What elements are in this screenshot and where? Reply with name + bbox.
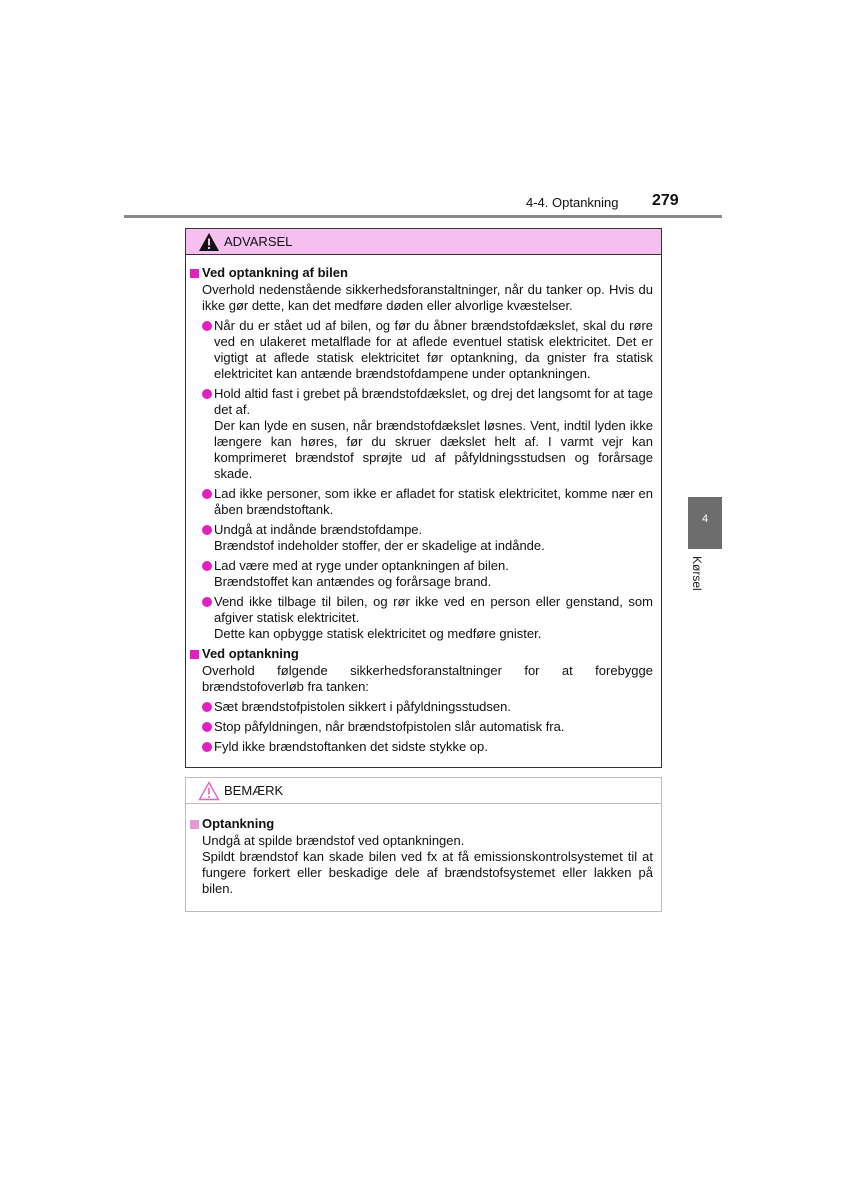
- list-item: [202, 699, 653, 715]
- bullet-text: Når du er stået ud af bilen, og før du åbner brændstofdækslet, skal du røre ved en ulakeret metalflade for at aflede eventuel statisk elektricitet. Det er vigtigt at aflede statisk elektricitet før optankning, da gnister fra statisk elektricitet kan antænde brændstofdampene under optankningen.: [214, 318, 653, 381]
- list-item: [202, 739, 653, 755]
- bullet-text: Fyld ikke brændstoftanken det sidste stykke op.: [214, 739, 488, 754]
- bullet-dot-icon: [202, 722, 212, 732]
- section-square-icon: [190, 269, 199, 278]
- notice-box-header: [186, 778, 661, 804]
- list-item: [202, 719, 653, 735]
- section-heading: Optankning: [190, 816, 653, 832]
- bullet-dot-icon: [202, 525, 212, 535]
- notice-box: [185, 777, 662, 912]
- list-item: [202, 318, 653, 382]
- bullet-note: Brændstof indeholder stoffer, der er skadelige at indånde.: [214, 538, 545, 553]
- bullet-note: Der kan lyde en susen, når brændstofdækslet løsnes. Vent, indtil lyden ikke længere kan høres, før du skruer dækslet helt af. I varmt vejr kan komprimeret brændstof sprøjte ud af påfyldningsstudsen og forårsage skade.: [214, 418, 653, 481]
- bullet-text: Lad være med at ryge under optankningen af bilen.: [214, 558, 509, 573]
- bullet-dot-icon: [202, 489, 212, 499]
- warning-box-header: [186, 229, 661, 255]
- chapter-number: 4: [701, 513, 709, 525]
- bullet-text: Undgå at indånde brændstofdampe.: [214, 522, 423, 537]
- bullet-text: Sæt brændstofpistolen sikkert i påfyldningsstudsen.: [214, 699, 511, 714]
- warning-box-body: [186, 255, 661, 755]
- bullet-dot-icon: [202, 742, 212, 752]
- list-item: [202, 558, 653, 590]
- section-square-icon: [190, 820, 199, 829]
- section-title: 4-4. Optankning: [526, 195, 619, 210]
- bullet-text: Stop påfyldningen, når brændstofpistolen slår automatisk fra.: [214, 719, 565, 734]
- bullet-dot-icon: [202, 702, 212, 712]
- notice-text: Spildt brændstof kan skade bilen ved fx at få emissionskontrolsystemet til at fungere forkert eller beskadige dele af brændstofsystemet eller lakken på bilen.: [202, 849, 653, 896]
- notice-box-body: [186, 804, 661, 897]
- bullet-dot-icon: [202, 389, 212, 399]
- section-heading: Ved optankning af bilen: [190, 265, 653, 281]
- bullet-note: Dette kan opbygge statisk elektricitet og medføre gnister.: [214, 626, 542, 641]
- warning-label: ADVARSEL: [224, 234, 293, 249]
- warning-triangle-icon: [198, 232, 220, 252]
- list-item: [202, 386, 653, 482]
- bullet-dot-icon: [202, 597, 212, 607]
- page-number: 279: [652, 192, 679, 209]
- warning-box: [185, 228, 662, 768]
- list-item: [202, 522, 653, 554]
- bullet-text: Hold altid fast i grebet på brændstofdækslet, og drej det langsomt for at tage det af.: [214, 386, 653, 417]
- section-heading: Ved optankning: [190, 646, 653, 662]
- bullet-dot-icon: [202, 321, 212, 331]
- section-square-icon: [190, 650, 199, 659]
- bullet-text: Lad ikke personer, som ikke er afladet for statisk elektricitet, komme nær en åben brændstoftank.: [214, 486, 653, 517]
- chapter-tab: [688, 497, 722, 549]
- bullet-dot-icon: [202, 561, 212, 571]
- caution-triangle-icon: [198, 781, 220, 801]
- bullet-list: [190, 699, 653, 755]
- list-item: [202, 594, 653, 642]
- bullet-note: Brændstoffet kan antændes og forårsage brand.: [214, 574, 492, 589]
- bullet-text: Vend ikke tilbage til bilen, og rør ikke ved en person eller genstand, som afgiver statisk elektricitet.: [214, 594, 653, 625]
- section-intro: Overhold nedenstående sikkerhedsforanstaltninger, når du tanker op. Hvis du ikke gør dette, kan det medføre døden eller alvorlige kvæstelser.: [202, 282, 653, 313]
- notice-text: Undgå at spilde brændstof ved optankningen.: [202, 833, 465, 848]
- chapter-label: Kørsel: [690, 556, 704, 591]
- header-rule: [124, 215, 722, 218]
- section-intro: Overhold følgende sikkerhedsforanstaltninger for at forebygge brændstofoverløb fra tanken:: [202, 663, 653, 694]
- list-item: [202, 486, 653, 518]
- bullet-list: [190, 318, 653, 642]
- notice-label: BEMÆRK: [224, 783, 284, 798]
